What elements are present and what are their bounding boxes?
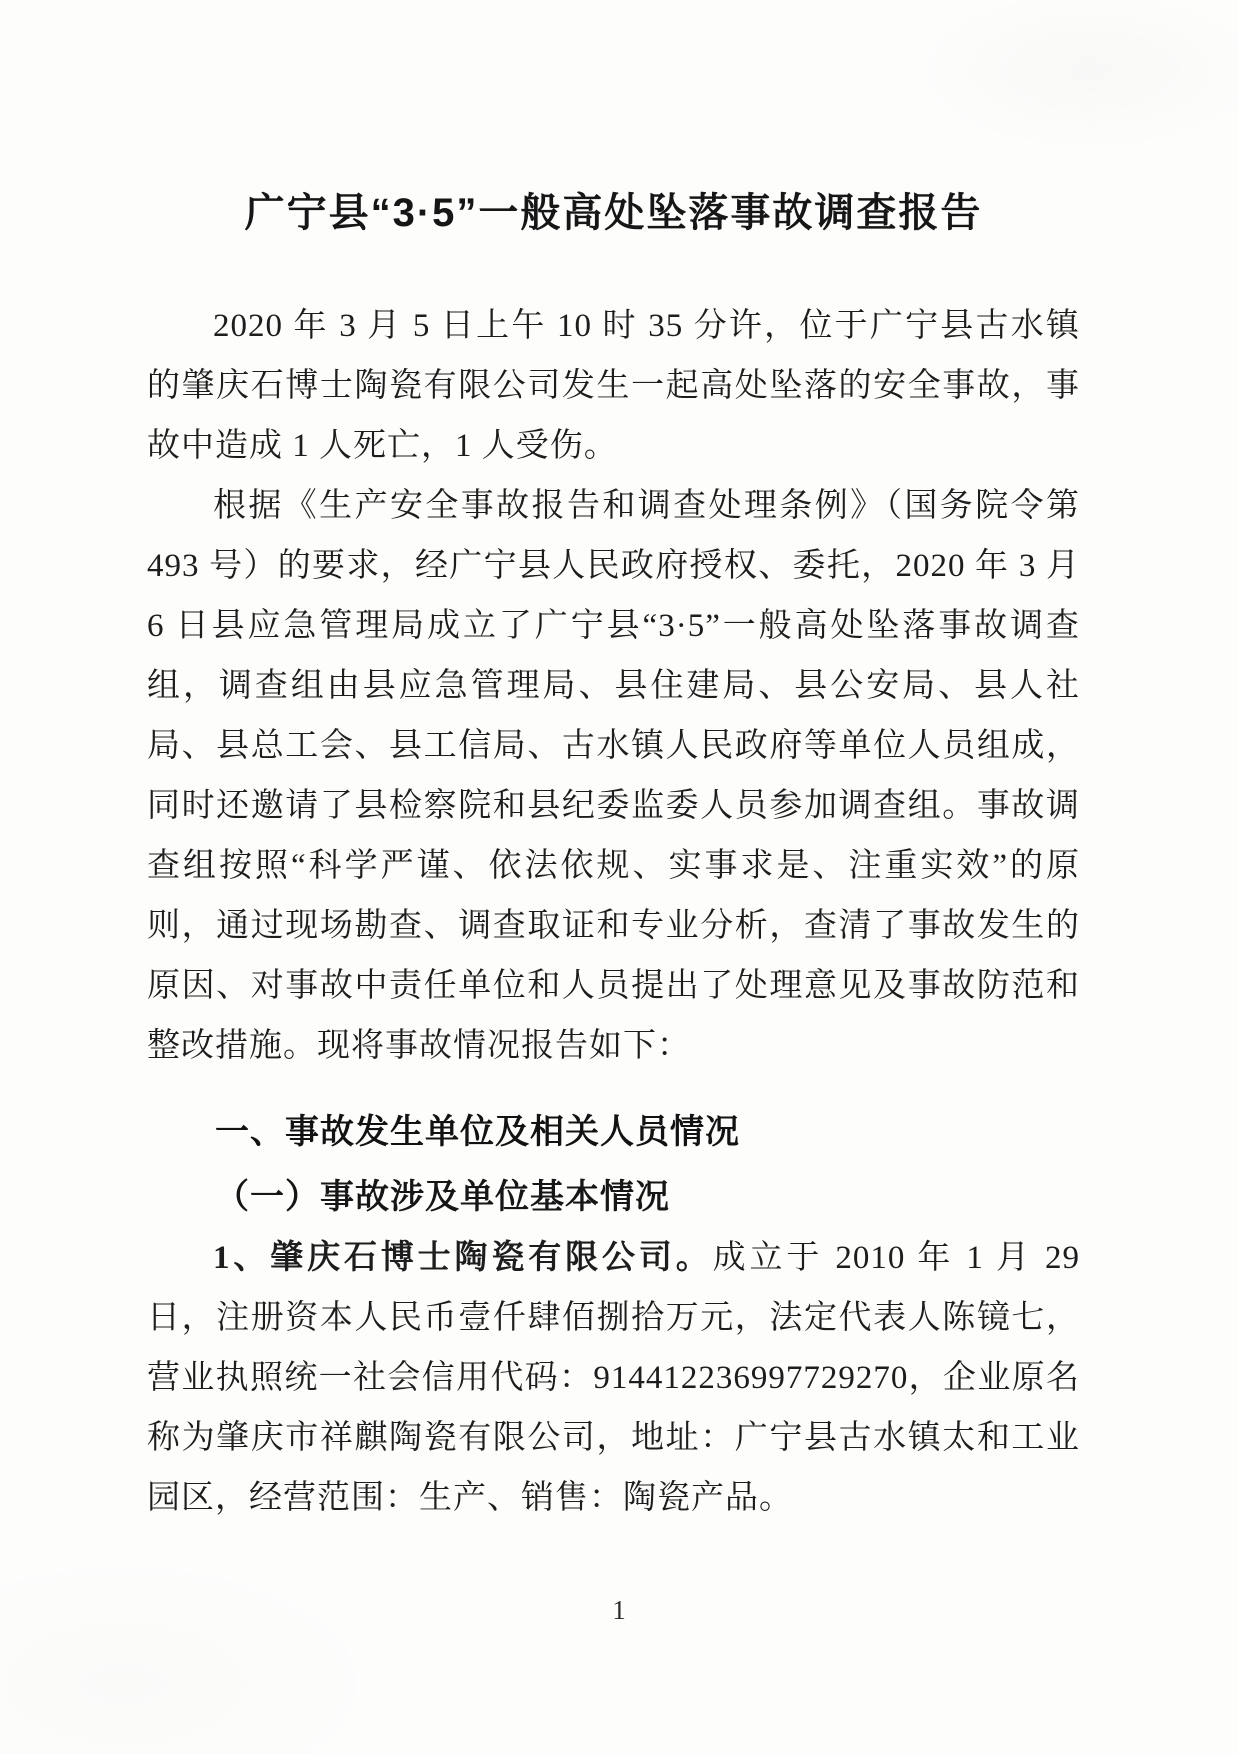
section-heading-units-and-personnel: 一、事故发生单位及相关人员情况 [215,1113,740,1151]
company-details-text: 成立于 2010 年 1 月 29 日，注册资本人民币壹仟肆佰捌拾万元，法定代表人陈镜七，营业执照统一社会信用代码：914412236997729270，企业原名称为肇庆市祥麒陶瓷有限公司，地址：广宁县古水镇太和工业园区，经营范围：生产、销售：陶瓷产品。 [147,1240,1081,1516]
company-name-lead: 1、肇庆石博士陶瓷有限公司。 [213,1240,713,1276]
document-title: 广宁县“3·5”一般高处坠落事故调查报告 [244,191,983,235]
paragraph-investigation-team: 根据《生产安全事故报告和调查处理条例》（国务院令第 493 号）的要求，经广宁县人民政府授权、委托，2020 年 3 月 6 日县应急管理局成立了广宁县“3·5”一般高处坠落事故调查组，调查组由县应急管理局、县住建局、县公安局、县人社局、县总工会、县工信局、古水镇人民政府等单位人员组成，同时还邀请了县检察院和县纪委监委人员参加调查组。事故调查组按照“科学严谨、依法依规、实事求是、注重实效”的原则，通过现场勘查、调查取证和专业分析，查清了事故发生的原因、对事故中责任单位和人员提出了处理意见及事故防范和整改措施。现将事故情况报告如下： [147,488,1081,1064]
paragraph-company-info [147,1228,1080,1528]
page-number: 1 [612,1595,626,1625]
paragraph-accident-summary: 2020 年 3 月 5 日上午 10 时 35 分许，位于广宁县古水镇的肇庆石博士陶瓷有限公司发生一起高处坠落的安全事故，事故中造成 1 人死亡，1 人受伤。 [147,308,1080,464]
document-content [147,186,1080,1528]
subsection-heading-unit-basic-info: （一）事故涉及单位基本情况 [215,1179,670,1216]
